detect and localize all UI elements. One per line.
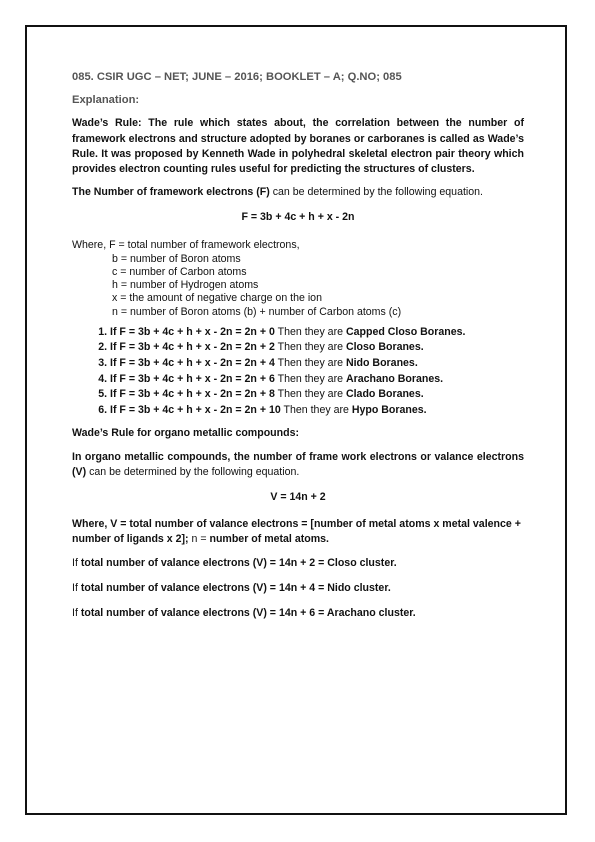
rules-list bbox=[72, 325, 524, 419]
condition-text: total number of valance electrons (V) = 14n + 4 = Nido cluster. bbox=[80, 581, 391, 594]
where-item: x = the amount of negative charge on the ion bbox=[112, 292, 322, 305]
where-item: h = number of Hydrogen atoms bbox=[112, 279, 259, 292]
condition-line bbox=[72, 606, 524, 621]
where-v-n-value: number of metal atoms. bbox=[209, 533, 329, 546]
rule-result: Nido Boranes. bbox=[345, 357, 418, 370]
organo-intro-rest: can be determined by the following equation. bbox=[86, 465, 300, 478]
organo-heading: Wade’s Rule for organo metallic compounds: bbox=[72, 427, 300, 440]
rule-condition: If F = 3b + 4c + h + x - 2n = 2n + 0 bbox=[110, 325, 275, 338]
framework-intro bbox=[72, 185, 524, 200]
rule-item bbox=[110, 372, 524, 388]
framework-intro-bold: The Number of framework electrons (F) bbox=[72, 186, 270, 199]
rule-condition: If F = 3b + 4c + h + x - 2n = 2n + 10 bbox=[110, 403, 281, 416]
condition-text: total number of valance electrons (V) = 14n + 6 = Arachano cluster. bbox=[80, 607, 416, 620]
document-content bbox=[72, 70, 524, 631]
rule-result: Arachano Boranes. bbox=[345, 372, 444, 385]
rule-result: Clado Boranes. bbox=[345, 388, 424, 401]
rule-item bbox=[110, 403, 524, 419]
organo-intro bbox=[72, 450, 524, 480]
rule-result: Closo Boranes. bbox=[345, 341, 424, 354]
condition-line bbox=[72, 556, 524, 571]
where-definitions bbox=[72, 238, 524, 319]
condition-line bbox=[72, 581, 524, 596]
equation-v: V = 14n + 2 bbox=[270, 491, 326, 504]
rule-item bbox=[110, 356, 524, 372]
rule-condition: If F = 3b + 4c + h + x - 2n = 2n + 2 bbox=[110, 341, 275, 354]
rule-condition: If F = 3b + 4c + h + x - 2n = 2n + 6 bbox=[110, 372, 275, 385]
rule-item bbox=[110, 340, 524, 356]
where-v-n-label: n = bbox=[188, 533, 210, 546]
rule-mid: Then they are bbox=[274, 372, 346, 385]
rule-mid: Then they are bbox=[274, 357, 346, 370]
explanation-label: Explanation: bbox=[72, 94, 140, 107]
rule-mid: Then they are bbox=[274, 341, 346, 354]
rule-result: Capped Closo Boranes. bbox=[345, 325, 466, 338]
where-item: c = number of Carbon atoms bbox=[112, 266, 247, 279]
where-v-paragraph bbox=[72, 517, 524, 547]
rule-mid: Then they are bbox=[280, 403, 352, 416]
rule-item bbox=[110, 387, 524, 403]
organo-intro-bold: In organo metallic compounds, the number of frame work electrons or valance electrons (V) bbox=[72, 450, 524, 478]
rule-item bbox=[110, 325, 524, 341]
rule-mid: Then they are bbox=[274, 388, 346, 401]
rule-condition: If F = 3b + 4c + h + x - 2n = 2n + 8 bbox=[110, 388, 275, 401]
condition-text: total number of valance electrons (V) = 14n + 2 = Closo cluster. bbox=[80, 556, 397, 569]
framework-intro-rest: can be determined by the following equation. bbox=[269, 186, 483, 199]
where-item: n = number of Boron atoms (b) + number of Carbon atoms (c) bbox=[112, 305, 402, 318]
where-first-line: Where, F = total number of framework electrons, bbox=[72, 238, 300, 251]
wade-rule-paragraph: Wade’s Rule: The rule which states about, the correlation between the number of framework electrons and structure adopted by boranes or carboranes is called as Wade’s Rule. It was proposed by Kenneth Wade in polyhedral skeletal electron pair theory which provides electron counting rules useful for predicting the structures of clusters. bbox=[72, 117, 524, 176]
condition-prefix: If bbox=[72, 581, 81, 594]
rule-condition: If F = 3b + 4c + h + x - 2n = 2n + 4 bbox=[110, 357, 275, 370]
question-heading: 085. CSIR UGC – NET; JUNE – 2016; BOOKLET – A; Q.NO; 085 bbox=[72, 71, 402, 83]
equation-f: F = 3b + 4c + h + x - 2n bbox=[241, 211, 355, 224]
rule-result: Hypo Boranes. bbox=[351, 403, 427, 416]
where-item: b = number of Boron atoms bbox=[112, 252, 241, 265]
rule-mid: Then they are bbox=[274, 325, 346, 338]
condition-prefix: If bbox=[72, 607, 81, 620]
condition-prefix: If bbox=[72, 556, 81, 569]
where-v-text: Where, V = total number of valance electrons = [number of metal atoms x metal valence + number of ligands x 2]; bbox=[72, 518, 521, 546]
